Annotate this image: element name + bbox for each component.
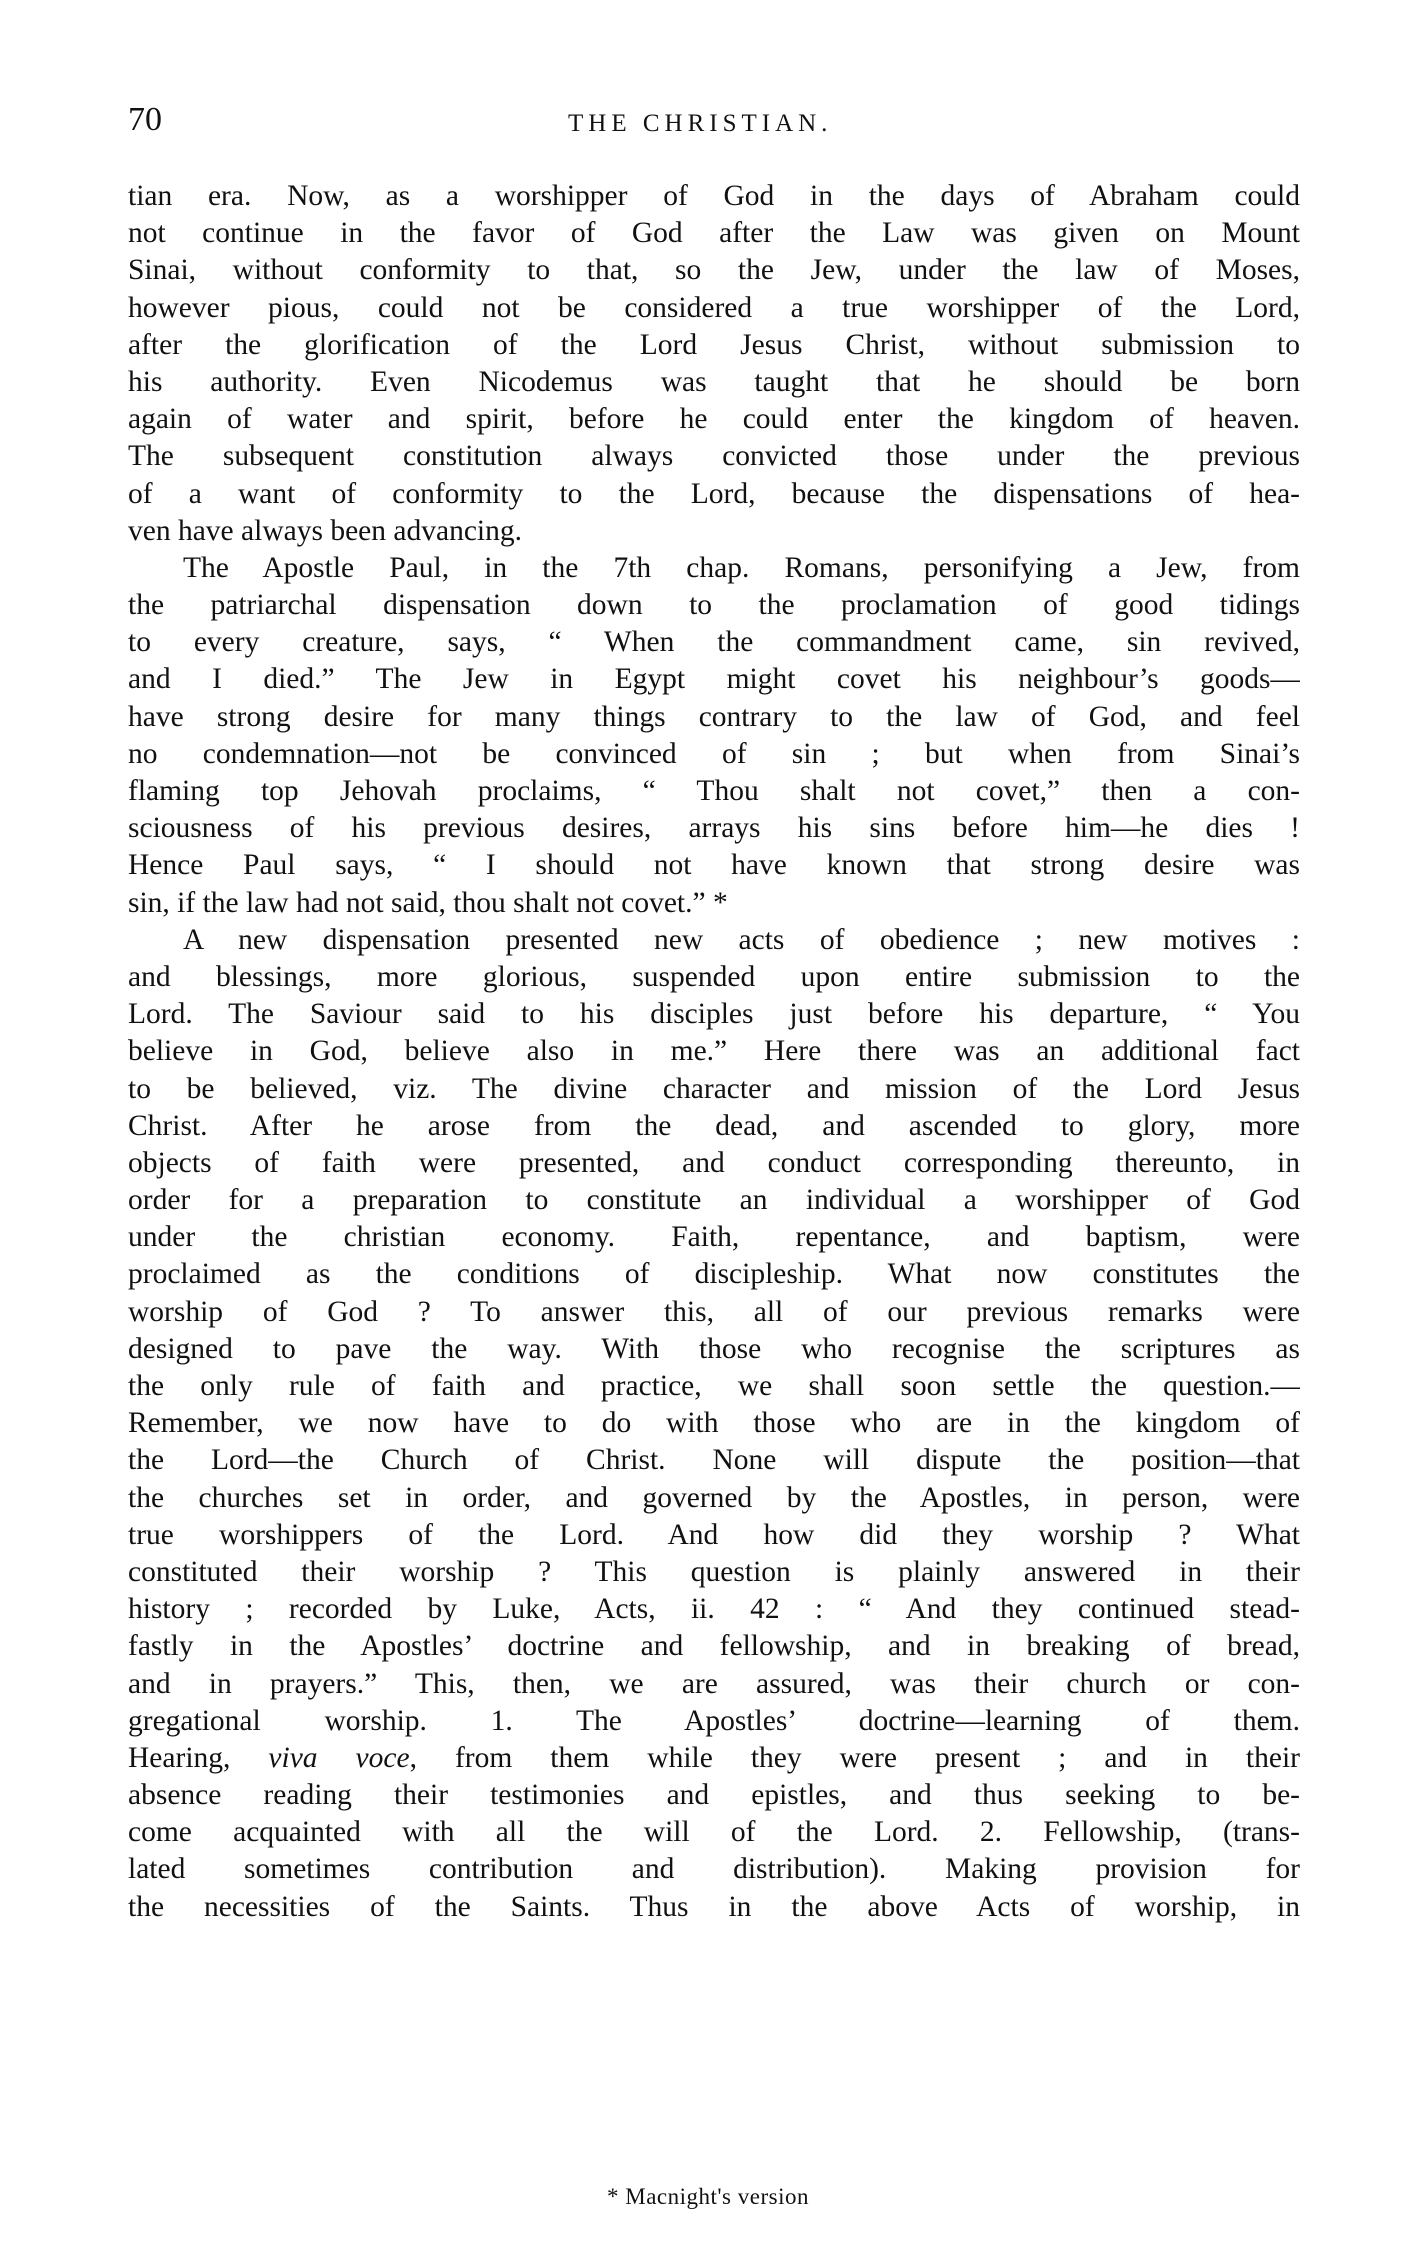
text-line: believe in God, believe also in me.” Here there was an additional fact bbox=[128, 1035, 1300, 1068]
text-line: Christ. After he arose from the dead, and ascended to glory, more bbox=[128, 1109, 1300, 1142]
text-line: ven have always been advancing. bbox=[128, 514, 522, 547]
text-line: The subsequent constitution always convicted those under the previous bbox=[128, 440, 1300, 473]
text-line: no condemnation—not be convinced of sin ; but when from Sinai’s bbox=[128, 737, 1300, 770]
paragraph-start-line: A new dispensation presented new acts of obedience ; new motives : bbox=[183, 923, 1300, 956]
page-number: 70 bbox=[128, 101, 162, 138]
text-line: under the christian economy. Faith, repentance, and baptism, were bbox=[128, 1221, 1300, 1254]
italic-phrase: viva voce bbox=[268, 1741, 410, 1774]
text-line: Lord. The Saviour said to his disciples just before his departure, “ You bbox=[128, 998, 1300, 1031]
text-line: objects of faith were presented, and conduct corresponding thereunto, in bbox=[128, 1146, 1300, 1179]
text-line: the necessities of the Saints. Thus in the above Acts of worship, in bbox=[128, 1890, 1300, 1923]
text-line: of a want of conformity to the Lord, because the dispensations of hea- bbox=[128, 477, 1300, 510]
body-text bbox=[128, 178, 1300, 1926]
text-line: constituted their worship ? This question is plainly answered in their bbox=[128, 1555, 1300, 1588]
text-line: tian era. Now, as a worshipper of God in the days of Abraham could bbox=[128, 180, 1300, 212]
text-line: the patriarchal dispensation down to the proclamation of good tidings bbox=[128, 589, 1300, 622]
text-line: proclaimed as the conditions of discipleship. What now constitutes the bbox=[128, 1258, 1300, 1291]
paragraph-start-line: The Apostle Paul, in the 7th chap. Romans, personifying a Jew, from bbox=[183, 551, 1300, 584]
text-line: not continue in the favor of God after the Law was given on Mount bbox=[128, 217, 1300, 250]
text-line: again of water and spirit, before he could enter the kingdom of heaven. bbox=[128, 403, 1300, 436]
text-line: sin, if the law had not said, thou shalt not covet.” * bbox=[128, 886, 728, 919]
text-line: and in prayers.” This, then, we are assured, was their church or con- bbox=[128, 1667, 1300, 1700]
text-line: history ; recorded by Luke, Acts, ii. 42 : “ And they continued stead- bbox=[128, 1593, 1300, 1626]
text-line: to every creature, says, “ When the commandment came, sin revived, bbox=[128, 626, 1300, 659]
text-line: absence reading their testimonies and epistles, and thus seeking to be- bbox=[128, 1779, 1300, 1812]
text-line: Sinai, without conformity to that, so the Jew, under the law of Moses, bbox=[128, 254, 1300, 287]
text-line: order for a preparation to constitute an individual a worshipper of God bbox=[128, 1184, 1300, 1217]
text-line: Hence Paul says, “ I should not have known that strong desire was bbox=[128, 849, 1300, 882]
text-line: Hearing, viva voce, from them while they were present ; and in their bbox=[128, 1741, 1300, 1774]
text-line: true worshippers of the Lord. And how did they worship ? What bbox=[128, 1518, 1300, 1551]
text-line: and I died.” The Jew in Egypt might covet his neighbour’s goods— bbox=[128, 663, 1300, 696]
text-line: gregational worship. 1. The Apostles’ doctrine—learning of them. bbox=[128, 1704, 1300, 1737]
text-line: fastly in the Apostles’ doctrine and fellowship, and in breaking of bread, bbox=[128, 1630, 1300, 1663]
text-line: however pious, could not be considered a true worshipper of the Lord, bbox=[128, 291, 1300, 324]
text-line: flaming top Jehovah proclaims, “ Thou shalt not covet,” then a con- bbox=[128, 775, 1300, 807]
text-line: have strong desire for many things contrary to the law of God, and feel bbox=[128, 700, 1300, 733]
text-line: and blessings, more glorious, suspended upon entire submission to the bbox=[128, 960, 1300, 993]
page-header bbox=[128, 100, 1300, 148]
text-line: his authority. Even Nicodemus was taught that he should be born bbox=[128, 365, 1300, 398]
text-line: designed to pave the way. With those who recognise the scriptures as bbox=[128, 1332, 1300, 1365]
footnote: * Macnight's version bbox=[607, 2184, 809, 2209]
text-line: lated sometimes contribution and distribution). Making provision for bbox=[128, 1853, 1300, 1886]
text-line: the churches set in order, and governed by the Apostles, in person, were bbox=[128, 1481, 1300, 1514]
text-line: the Lord—the Church of Christ. None will dispute the position—that bbox=[128, 1444, 1300, 1477]
text-line: to be believed, viz. The divine character and mission of the Lord Jesus bbox=[128, 1072, 1300, 1105]
text-line: come acquainted with all the will of the Lord. 2. Fellowship, (trans- bbox=[128, 1816, 1300, 1849]
text-line: sciousness of his previous desires, arrays his sins before him—he dies ! bbox=[128, 812, 1300, 845]
running-head: THE CHRISTIAN. bbox=[568, 110, 833, 137]
text-line: worship of God ? To answer this, all of our previous remarks were bbox=[128, 1295, 1300, 1328]
text-line: the only rule of faith and practice, we shall soon settle the question.— bbox=[128, 1370, 1300, 1402]
text-line: Remember, we now have to do with those who are in the kingdom of bbox=[128, 1407, 1300, 1440]
text-line: after the glorification of the Lord Jesus Christ, without submission to bbox=[128, 328, 1300, 361]
